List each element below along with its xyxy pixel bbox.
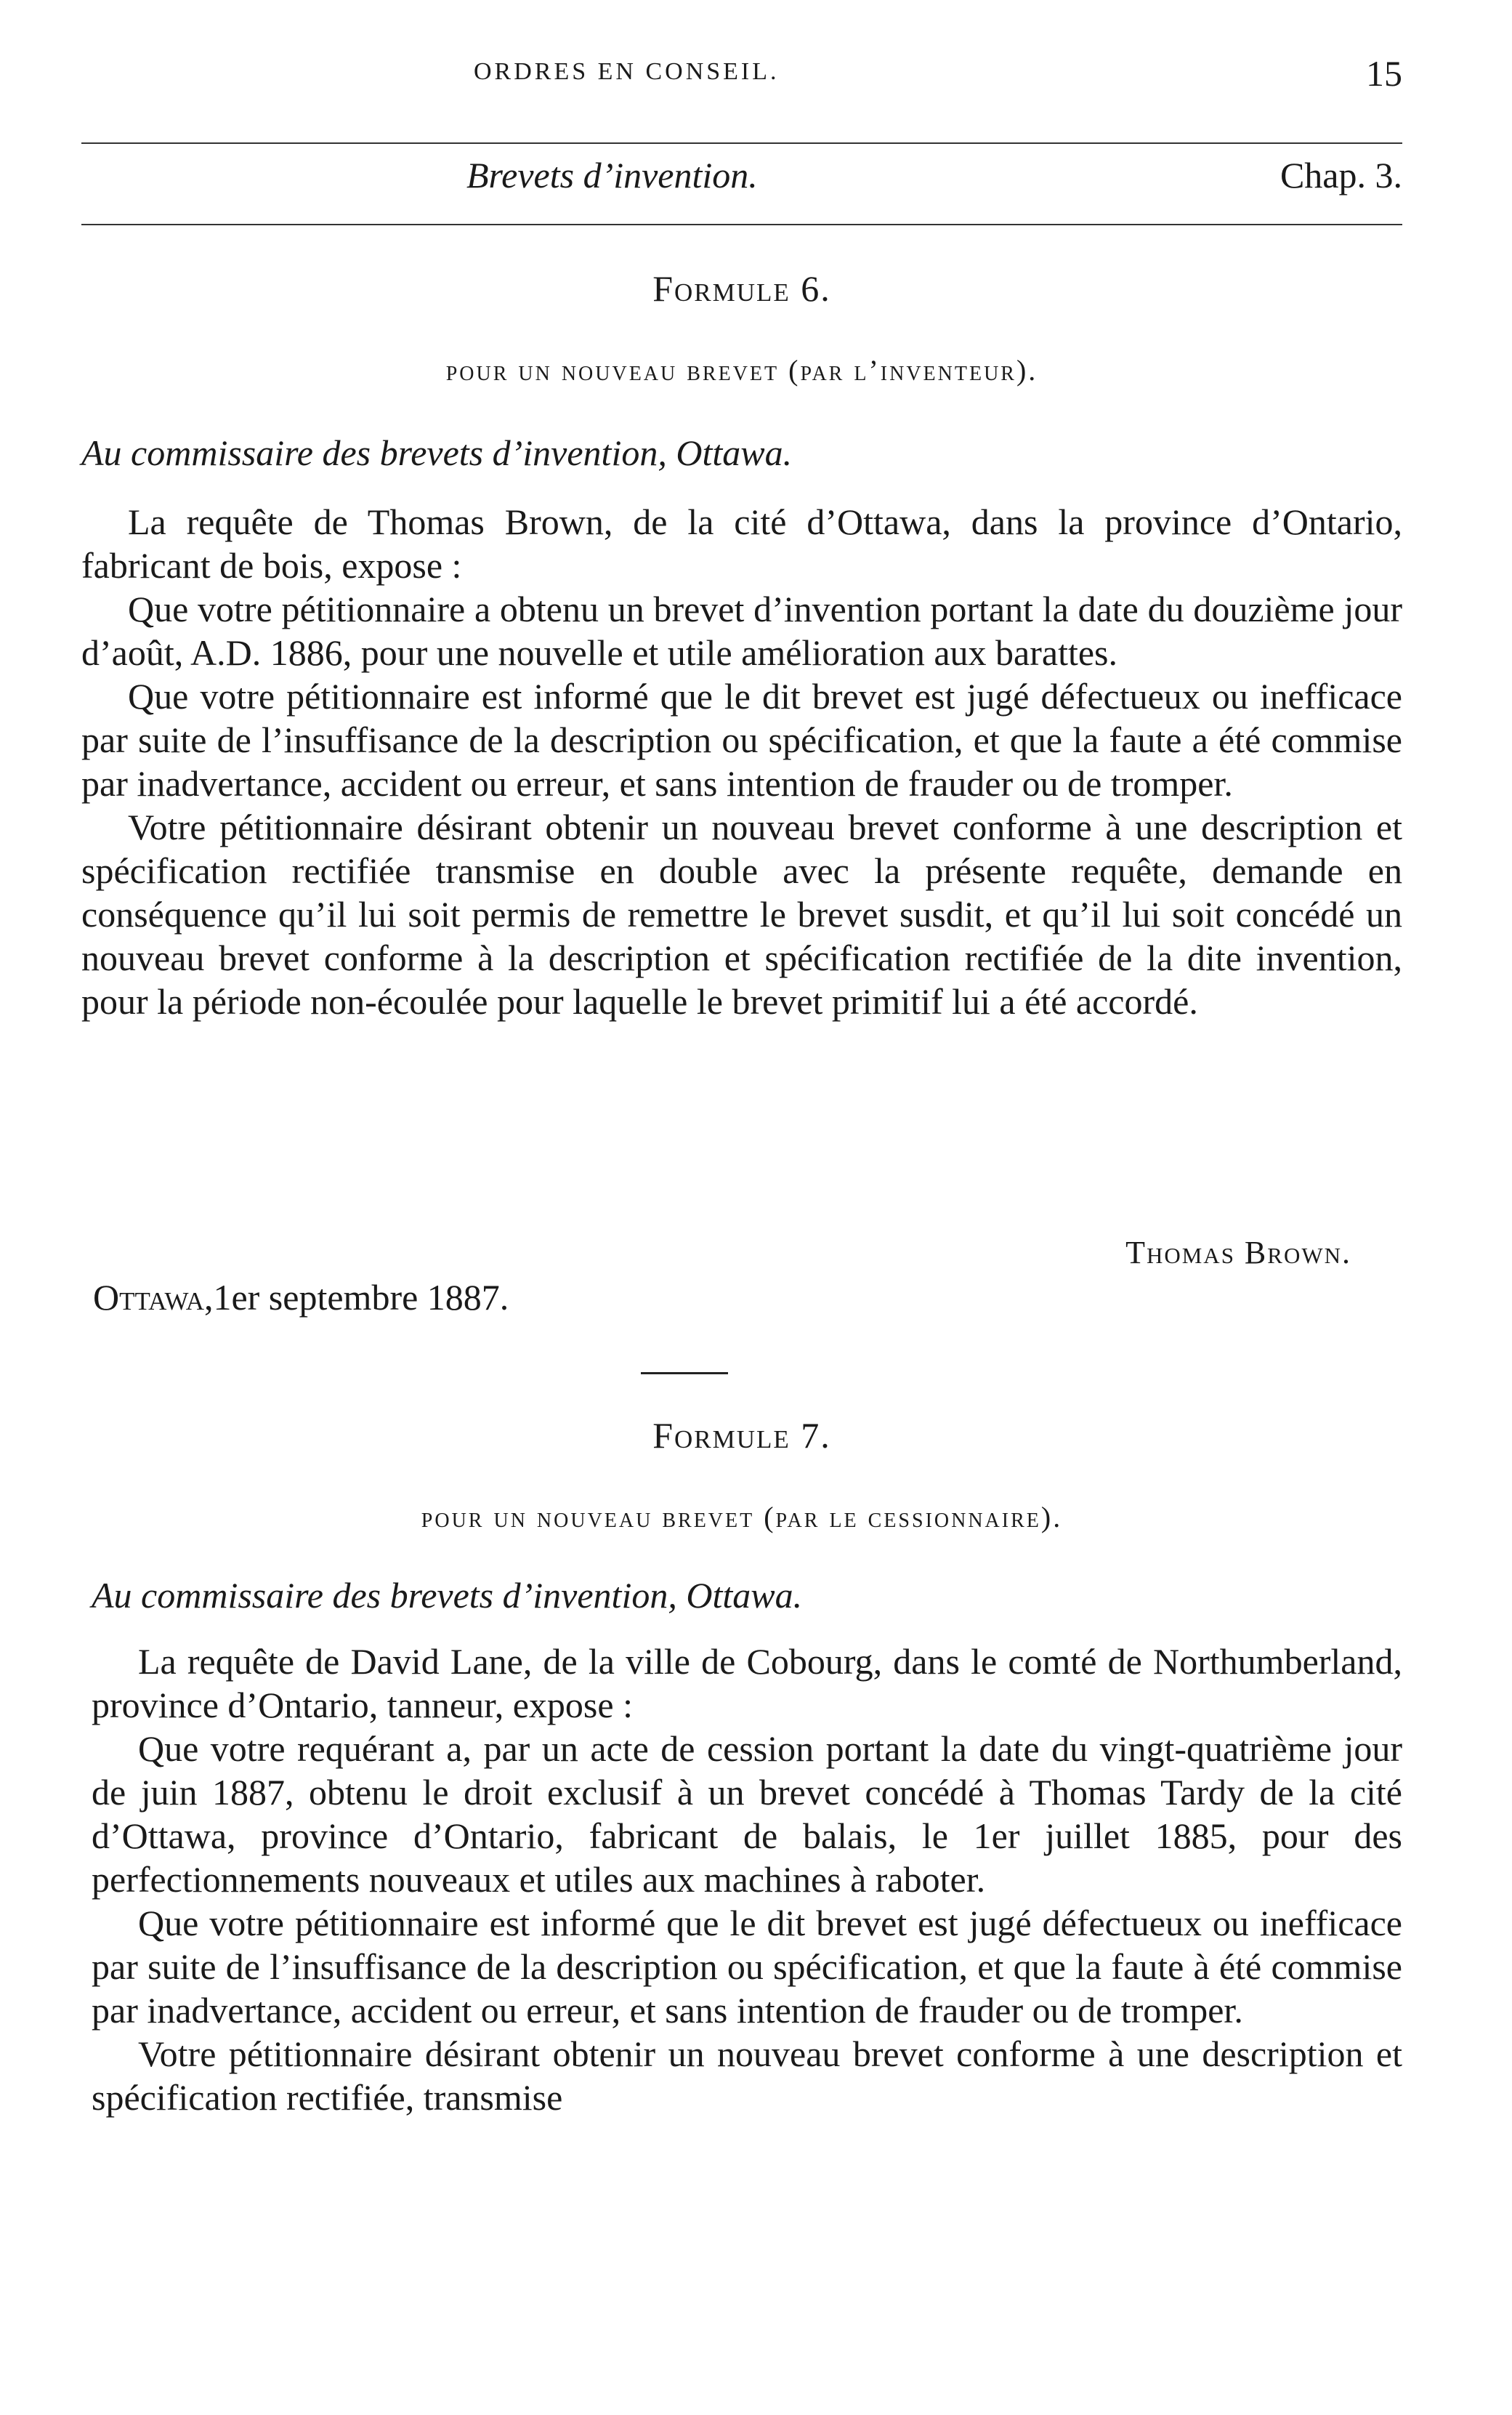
page-number: 15: [1366, 53, 1402, 94]
chapter-label: Chap. 3.: [1279, 155, 1402, 195]
form6-address-block: [81, 432, 1402, 474]
running-head-title: ORDRES EN CONSEIL.: [474, 58, 780, 85]
form7-body: [92, 1640, 1402, 2119]
form6-date-text: 1er septembre 1887.: [213, 1277, 509, 1318]
running-head: [81, 52, 1402, 96]
form6-paragraph-4: Votre pétitionnaire désirant obtenir un nouveau brevet conforme à une description et spécification rectifiée transmise en double avec la présente requête, demande en conséquence qu’il lui soit permis de remettre le brevet susdit, et qu’il lui soit concédé un nouveau brevet conforme à la description et spécification rectifiée de la dite invention, pour la période non-écoulée pour laquelle le brevet primitif lui a été accordé.: [81, 807, 1402, 1022]
form7-paragraph-4: Votre pétitionnaire désirant obtenir un nouveau brevet conforme à une description et spécification rectifiée, transmise: [92, 2033, 1402, 2118]
form7-paragraph-2: Que votre requérant a, par un acte de cession portant la date du vingt-quatrième jour de juin 1887, obtenu le droit exclusif à un brevet concédé à Thomas Tardy de la cité d’Ottawa, province d’Ontario, fabricant de balais, le 1er juillet 1885, pour des perfectionnements nouveaux et utiles aux machines à raboter.: [92, 1728, 1402, 1900]
subheader: [81, 154, 1402, 205]
form6-signature-block: [81, 1234, 1402, 1271]
form7-heading-block: [81, 1414, 1402, 1456]
form7-subtitle-block: [81, 1500, 1402, 1534]
form6-date-place: Ottawa,: [93, 1277, 214, 1318]
form6-subtitle-block: [81, 353, 1402, 387]
header-rule-top: [81, 142, 1402, 144]
form6-subtitle: pour un nouveau brevet (par l’inventeur).: [445, 354, 1038, 387]
form7-address: Au commissaire des brevets d’invention, Ottawa.: [92, 1575, 803, 1616]
form7-address-block: [92, 1574, 1412, 1616]
section-title: Brevets d’invention.: [466, 155, 758, 195]
form6-dateline: [93, 1276, 1414, 1318]
section-divider: [641, 1372, 728, 1374]
form6-paragraph-1: La requête de Thomas Brown, de la cité d’Ottawa, dans la province d’Ontario, fabricant de bois, expose :: [81, 501, 1402, 586]
form7-heading: Formule 7.: [652, 1415, 831, 1456]
form7-paragraph-3: Que votre pétitionnaire est informé que le dit brevet est jugé défectueux ou inefficace par suite de l’insuffisance de la description ou spécification, et que la faute à été commise par inadvertance, accident ou erreur, et sans intention de frauder ou de tromper.: [92, 1903, 1402, 2031]
form6-body: [81, 500, 1402, 1023]
form6-heading-block: [81, 267, 1402, 310]
form6-paragraph-2: Que votre pétitionnaire a obtenu un brevet d’invention portant la date du douzième jour d’août, A.D. 1886, pour une nouvelle et utile amélioration aux barattes.: [81, 589, 1402, 673]
form7-paragraph-1: La requête de David Lane, de la ville de Cobourg, dans le comté de Northumberland, province d’Ontario, tanneur, expose :: [92, 1641, 1402, 1725]
form6-address: Au commissaire des brevets d’invention, Ottawa.: [81, 432, 793, 473]
form7-subtitle: pour un nouveau brevet (par le cessionnaire).: [421, 1501, 1063, 1533]
header-rule-bottom: [81, 224, 1402, 225]
form6-signature: Thomas Brown.: [1125, 1235, 1351, 1270]
form6-heading: Formule 6.: [652, 268, 831, 309]
form6-paragraph-3: Que votre pétitionnaire est informé que le dit brevet est jugé défectueux ou inefficace par suite de l’insuffisance de la description ou spécification, et que la faute a été commise par inadvertance, accident ou erreur, et sans intention de frauder ou de tromper.: [81, 676, 1402, 804]
